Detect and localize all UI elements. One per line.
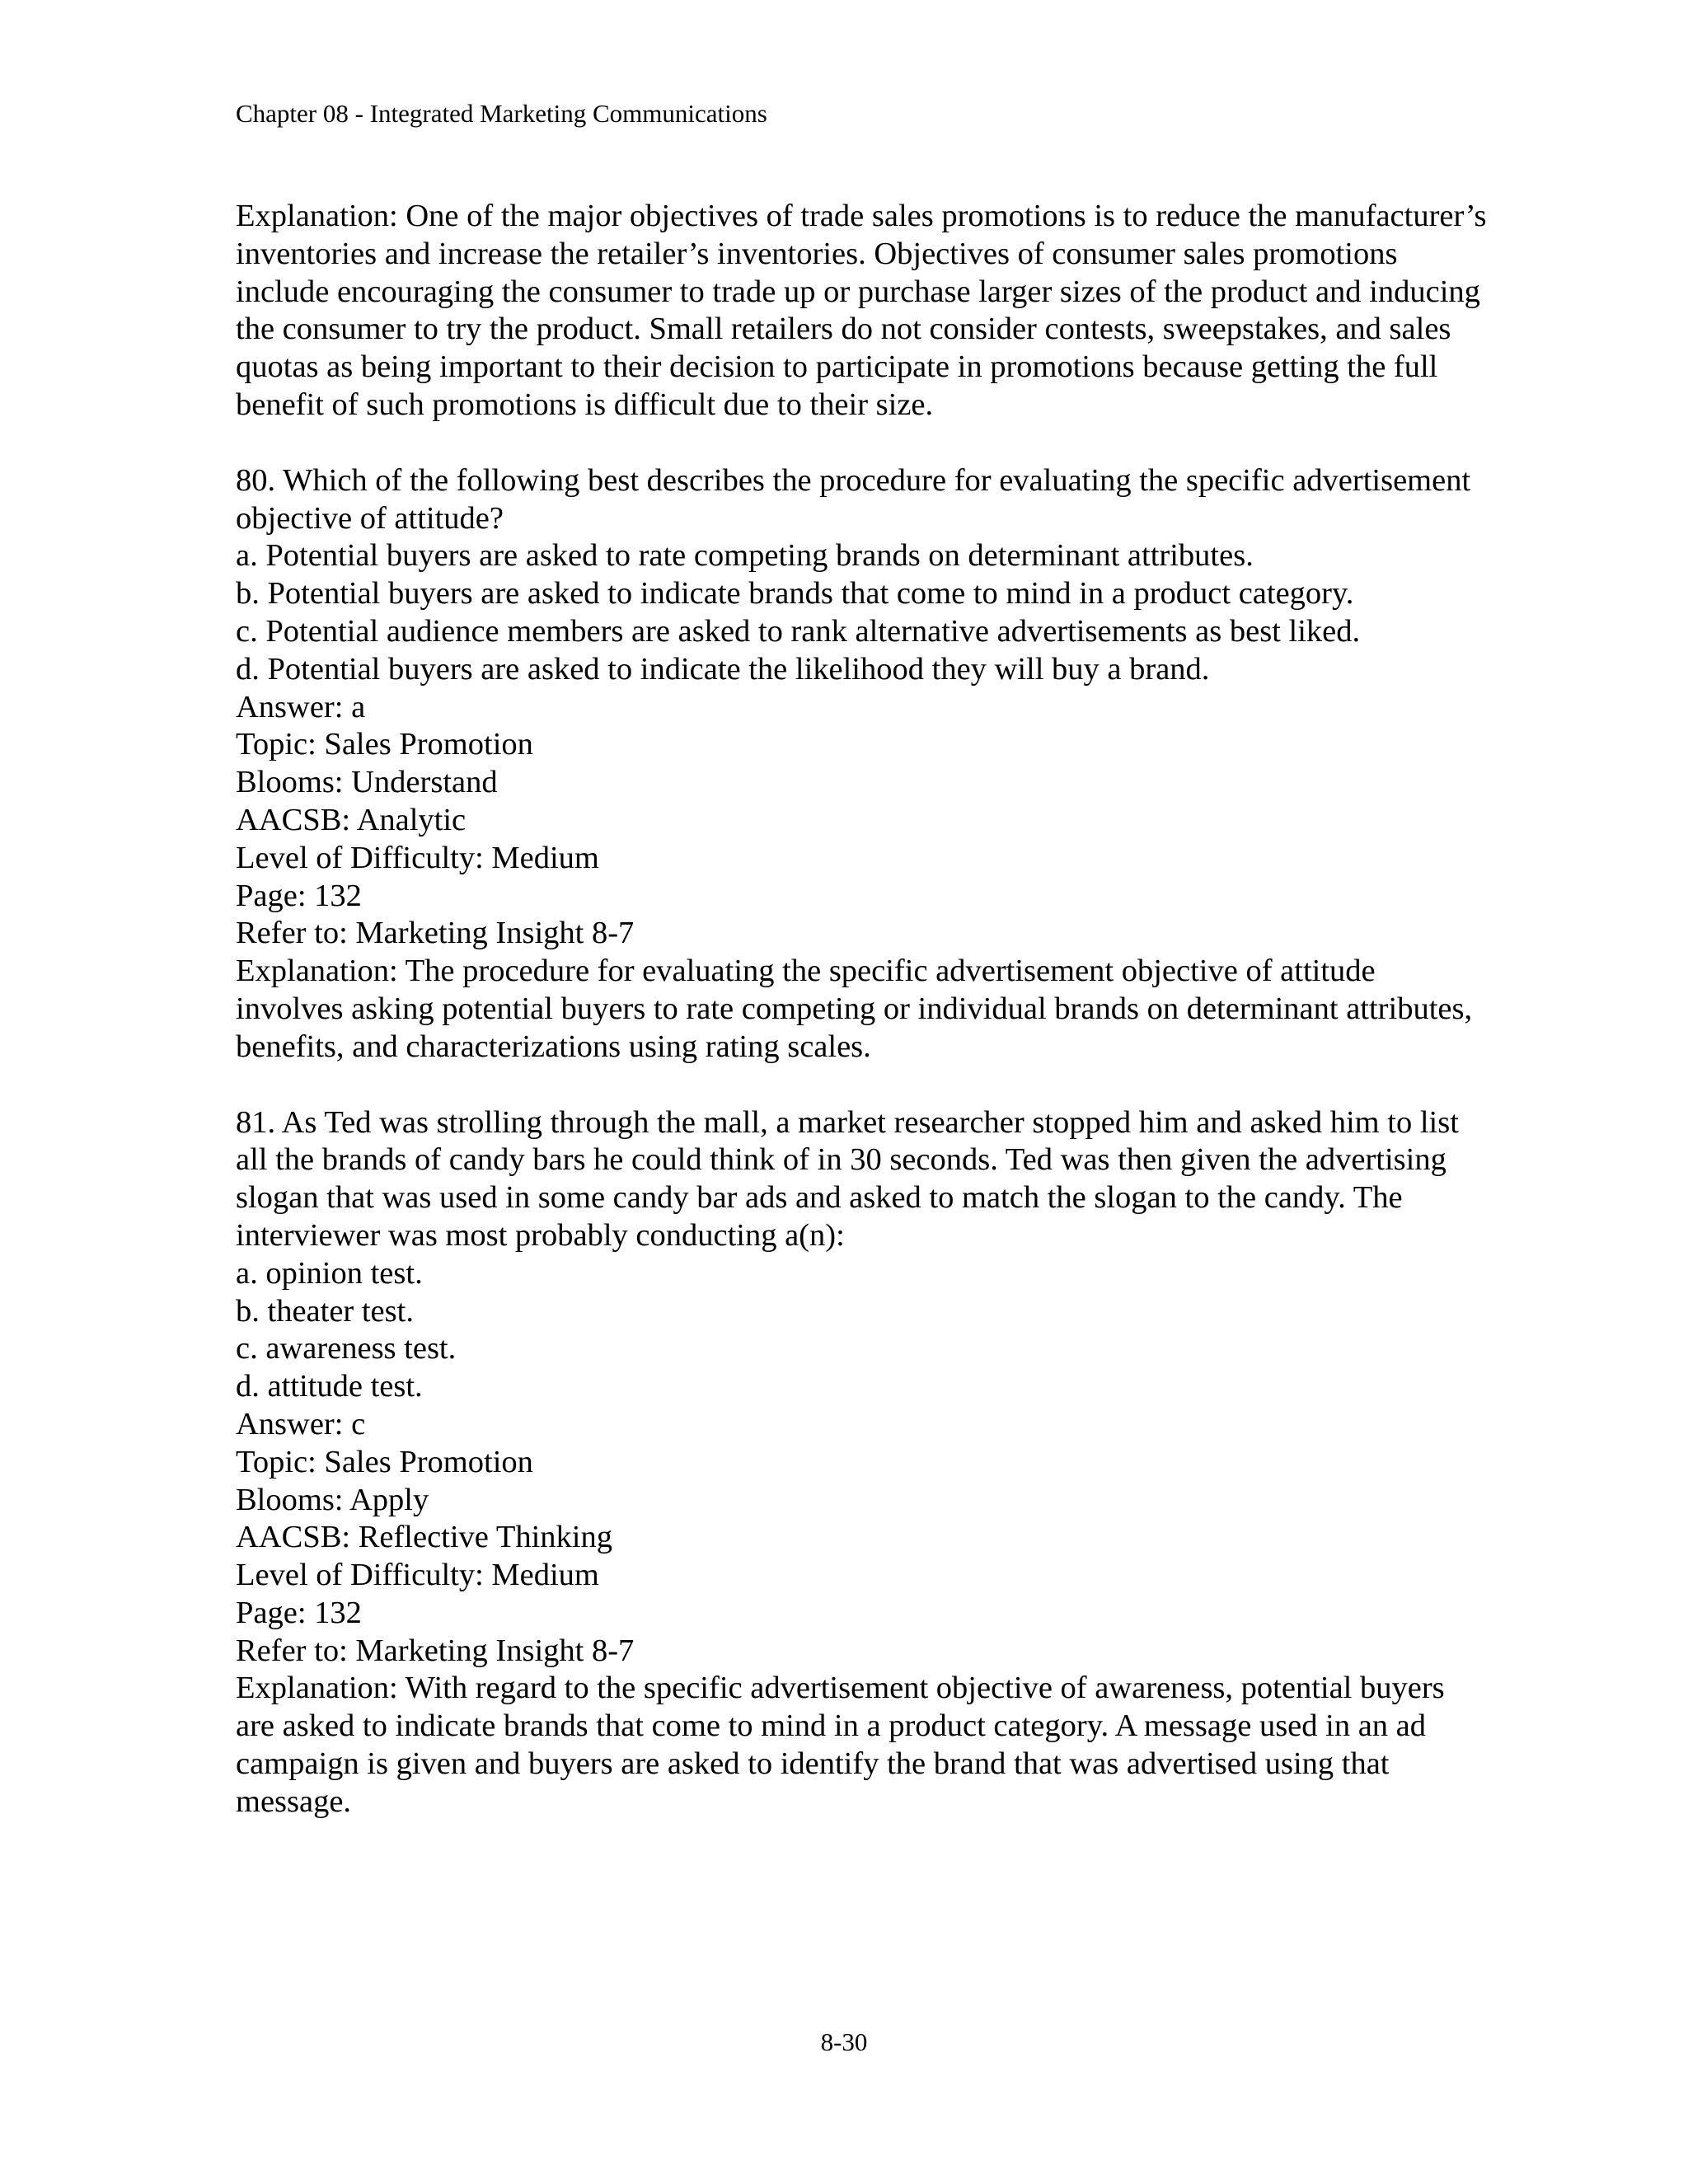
difficulty: Level of Difficulty: Medium <box>236 1558 599 1593</box>
question-stem: 80. Which of the following best describes the procedure for evaluating the specific advertisement objective of attitude? <box>236 462 1471 536</box>
chapter-header: Chapter 08 - Integrated Marketing Communications <box>236 99 767 128</box>
answer: Answer: a <box>236 689 366 724</box>
option-a: a. opinion test. <box>236 1255 423 1291</box>
blooms: Blooms: Understand <box>236 765 498 800</box>
question-stem: 81. As Ted was strolling through the mall, a market researcher stopped him and asked him to list all the brands of candy bars he could think of in 30 seconds. Ted was then given the advertising slogan that was used in some candy bar ads and asked to match the slogan to the candy. The interviewer was most probably conducting a(n): <box>236 1104 1459 1253</box>
explanation: Explanation: The procedure for evaluating the specific advertisement objective of attitude involves asking potential buyers to rate competing or individual brands on determinant attributes, benefits, and characterizations using rating scales. <box>236 954 1473 1064</box>
aacsb: AACSB: Reflective Thinking <box>236 1520 612 1555</box>
option-b: b. theater test. <box>236 1293 414 1329</box>
topic: Topic: Sales Promotion <box>236 1444 533 1479</box>
option-d: d. attitude test. <box>236 1369 423 1404</box>
explanation: Explanation: With regard to the specific advertisement objective of awareness, potential buyers are asked to indicate brands that come to mind in a product category. A message used in an ad campaign is given and buyers are asked to identify the brand that was advertised using that message. <box>236 1671 1445 1819</box>
difficulty: Level of Difficulty: Medium <box>236 840 599 875</box>
option-a: a. Potential buyers are asked to rate competing brands on determinant attributes. <box>236 538 1254 574</box>
topic: Topic: Sales Promotion <box>236 727 533 762</box>
document-body <box>236 198 1489 1821</box>
page-ref: Page: 132 <box>236 1595 362 1630</box>
page-number: 8-30 <box>820 2027 868 2056</box>
option-c: c. Potential audience members are asked to rank alternative advertisements as best liked. <box>236 613 1361 649</box>
option-c: c. awareness test. <box>236 1331 457 1366</box>
blooms: Blooms: Apply <box>236 1482 429 1517</box>
aacsb: AACSB: Analytic <box>236 802 467 837</box>
option-b: b. Potential buyers are asked to indicate brands that come to mind in a product category. <box>236 576 1354 612</box>
section-gap <box>236 1066 1489 1104</box>
answer: Answer: c <box>236 1406 366 1441</box>
refer-to: Refer to: Marketing Insight 8-7 <box>236 916 635 951</box>
option-d: d. Potential buyers are asked to indicate the likelihood they will buy a brand. <box>236 651 1210 687</box>
refer-to: Refer to: Marketing Insight 8-7 <box>236 1633 635 1668</box>
page-ref: Page: 132 <box>236 878 362 913</box>
question-81 <box>236 1104 1489 1821</box>
question-80 <box>236 462 1489 1066</box>
intro-explanation: Explanation: One of the major objectives of trade sales promotions is to reduce the manufacturer’s inventories and increase the retailer’s inventories. Objectives of consumer sales promotions include encouraging the consumer to trade up or purchase larger sizes of the product and inducing the consumer to try the product. Small retailers do not consider contests, sweepstakes, and sales quotas as being important to their decision to participate in promotions because getting the full benefit of such promotions is difficult due to their size. <box>236 199 1487 422</box>
section-gap <box>236 424 1489 462</box>
